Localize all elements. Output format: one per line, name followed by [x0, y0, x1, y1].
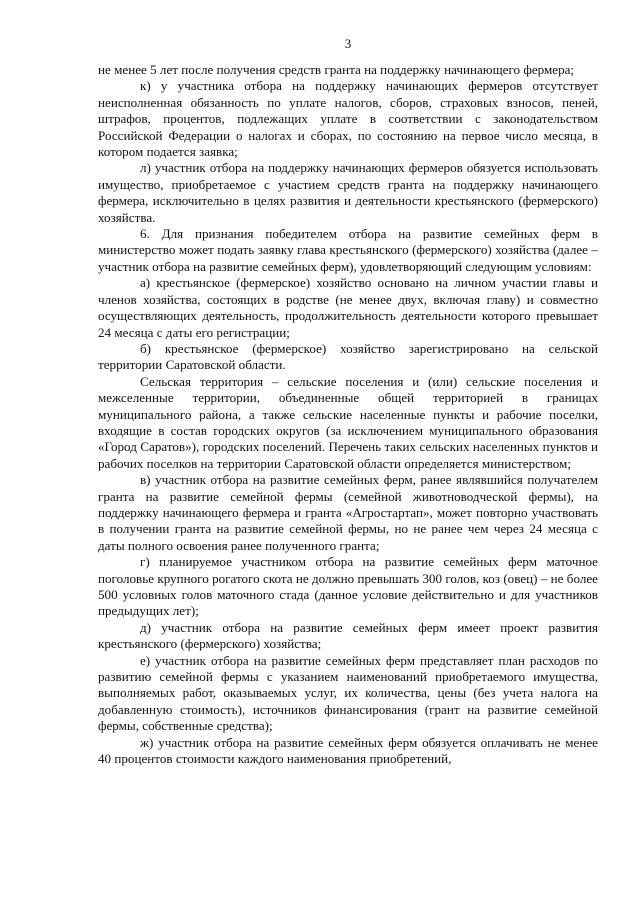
paragraph-item-b: б) крестьянское (фермерское) хозяйство зарегистрировано на сельской территории Саратовской области.	[98, 340, 598, 373]
paragraph-item-d: д) участник отбора на развитие семейных ферм имеет проект развития крестьянского (фермерского) хозяйства;	[98, 619, 598, 652]
paragraph-item-g: г) планируемое участником отбора на развитие семейных ферм маточное поголовье крупного рогатого скота не должно превышать 300 голов, коз (овец) – не более 500 условных голов маточного стада (данное условие действительно и для участников предыдущих лет);	[98, 554, 598, 619]
paragraph-continuation: не менее 5 лет после получения средств гранта на поддержку начинающего фермера;	[98, 62, 575, 77]
paragraph-section-6: 6. Для признания победителем отбора на развитие семейных ферм в министерство может подать заявку глава крестьянского (фермерского) хозяйства (далее – участник отбора на развитие семейных ферм), удовлетворяющий следующим условиям:	[98, 226, 598, 274]
paragraph-item-v: в) участник отбора на развитие семейных ферм, ранее являвшийся получателем гранта на развитие семейной фермы (семейной животноводческой фермы), на поддержку начинающего фермера и гранта «Агростартап», может повторно участвовать в получении гранта на развитие семейной фермы, но не ранее чем через 24 месяца с даты полного освоения ранее полученного гранта;	[98, 472, 598, 553]
paragraph-item-l: л) участник отбора на поддержку начинающих фермеров обязуется использовать имущество, приобретаемое с участием средств гранта на поддержку начинающего фермера, исключительно в целях развития и деятельности крестьянского (фермерского) хозяйства.	[98, 160, 598, 225]
paragraph-item-zh: ж) участник отбора на развитие семейных ферм обязуется оплачивать не менее 40 процентов стоимости каждого наименования приобретений,	[98, 734, 598, 767]
paragraph-rural-territory: Сельская территория – сельские поселения и (или) сельские поселения и межселенные территории, объединенные общей территорией в границах муниципального района, а также сельские населенные пункты и рабочие поселки, входящие в состав городских округов (за исключением муниципального образования «Город Саратов»), городских поселений. Перечень таких сельских населенных пунктов и рабочих поселков на территории Саратовской области определяется министерством;	[98, 373, 598, 471]
paragraph-item-a: а) крестьянское (фермерское) хозяйство основано на личном участии главы и членов хозяйства, состоящих в родстве (не менее двух, включая главу) и совместно осуществляющих деятельность, продолжительность деятельности которого превышает 24 месяца с даты его регистрации;	[98, 275, 598, 340]
paragraph-item-k: к) у участника отбора на поддержку начинающих фермеров отсутствует неисполненная обязанность по уплате налогов, сборов, страховых взносов, пеней, штрафов, процентов, подлежащих уплате в соответствии с законодательством Российской Федерации о налогах и сборах, по состоянию на первое число месяца, в котором подается заявка;	[98, 78, 598, 160]
page-number: 3	[344, 36, 352, 51]
paragraph-item-e: е) участник отбора на развитие семейных ферм представляет план расходов по развитию семейной фермы с указанием наименований приобретаемого имущества, выполняемых работ, оказываемых услуг, их количества, цены (без учета налога на добавленную стоимость), источников финансирования (грант на развитие семейной фермы, собственные средства);	[98, 652, 598, 734]
